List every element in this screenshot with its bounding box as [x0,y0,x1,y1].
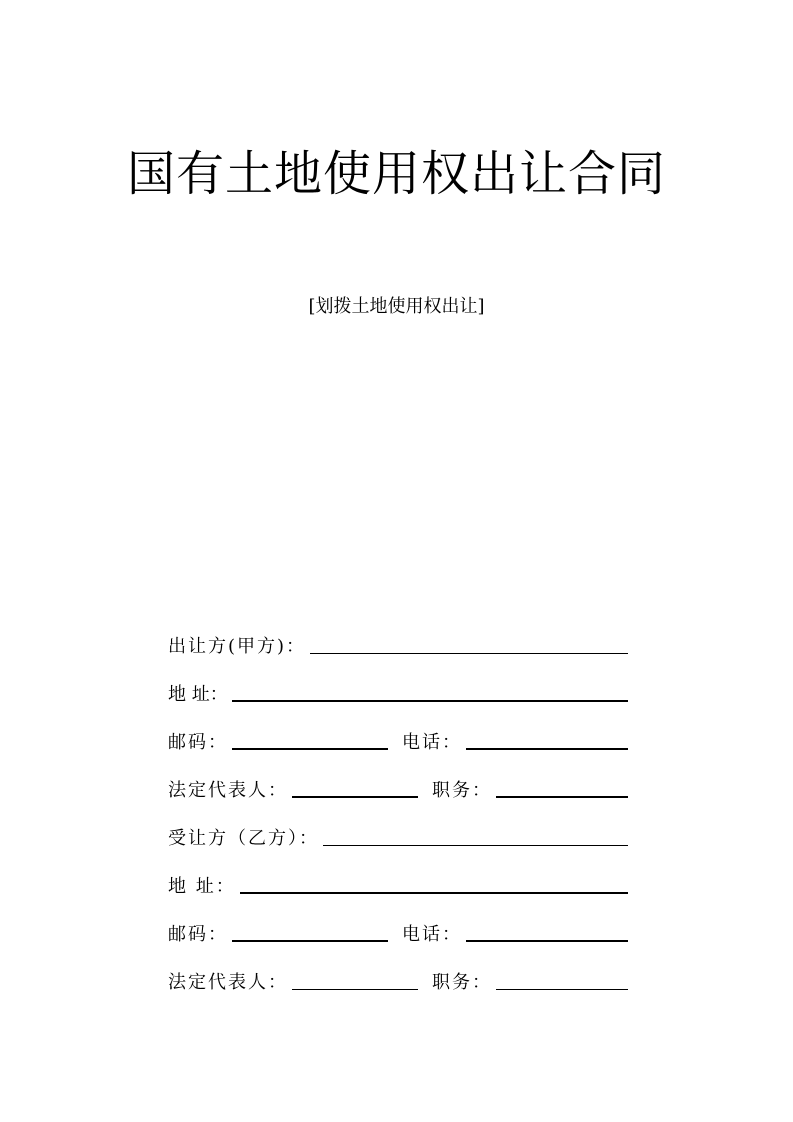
party-b-postcode-label: 邮码： [168,924,228,945]
party-b-contact-row [168,918,628,948]
party-a-name-label: 出让方(甲方)： [168,636,307,657]
party-b-phone-field[interactable] [466,940,628,942]
party-b-rep-field[interactable] [292,989,418,990]
party-b-address-field[interactable] [240,892,628,894]
party-b-postcode-field[interactable] [232,940,388,942]
contract-title: 国有土地使用权出让合同 [126,146,666,202]
party-b-position-label: 职务： [432,972,492,993]
party-a-rep-label: 法定代表人： [168,780,288,801]
party-a-rep-field[interactable] [292,796,418,798]
party-a-postcode-field[interactable] [232,748,388,750]
party-a-postcode-label: 邮码： [168,732,228,753]
party-b-rep-label: 法定代表人： [168,972,288,993]
party-a-phone-field[interactable] [466,748,628,750]
party-b-rep-row [168,966,628,996]
party-a-address-row [168,678,628,708]
party-a-address-field[interactable] [232,700,628,702]
party-b-address-label: 地 址： [168,876,236,897]
party-b-name-field[interactable] [323,845,628,846]
party-a-name-row [168,630,628,660]
contract-subtitle: [划拨土地使用权出让] [308,296,485,317]
party-a-name-field[interactable] [310,653,628,654]
party-a-address-label: 地 址： [168,684,228,705]
party-a-rep-row [168,774,628,804]
party-a-position-label: 职务： [432,780,492,801]
party-b-position-field[interactable] [496,989,628,990]
party-a-position-field[interactable] [496,796,628,798]
party-b-name-label: 受让方（乙方）： [168,828,319,849]
party-a-contact-row [168,726,628,756]
party-b-phone-label: 电话： [402,924,462,945]
party-b-address-row [168,870,628,900]
party-a-phone-label: 电话： [402,732,462,753]
party-b-name-row [168,822,628,852]
